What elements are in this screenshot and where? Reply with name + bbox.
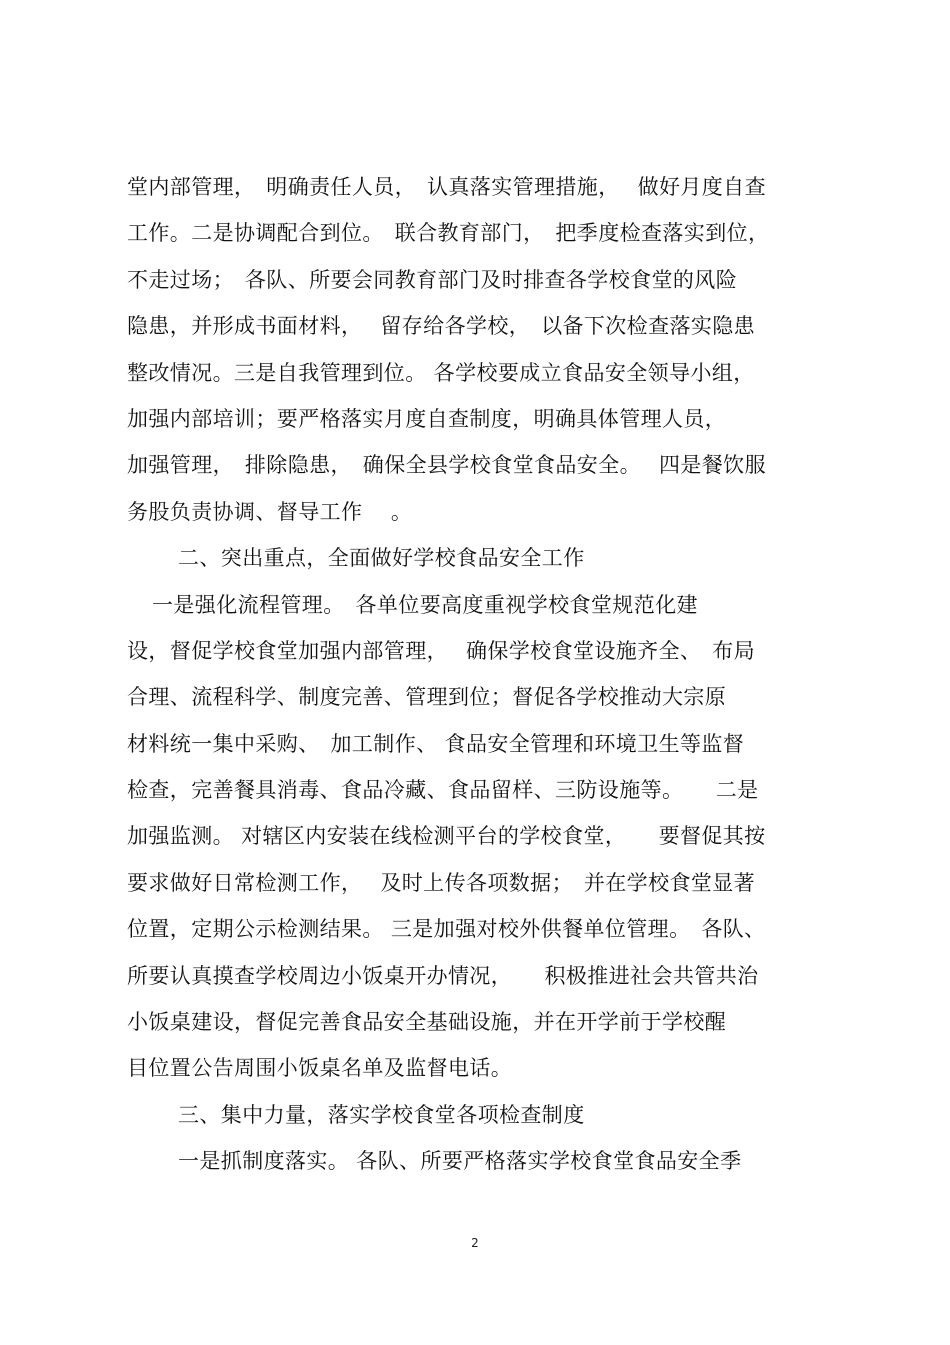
paragraph-line: 整改情况。三是自我管理到位。 各学校要成立食品安全领导小组， [127, 360, 755, 385]
paragraph-line: 材料统一集中采购、 加工制作、 食品安全管理和环境卫生等监督 [127, 731, 745, 756]
paragraph-line: 目位置公告周围小饭桌名单及监督电话。 [127, 1056, 513, 1081]
paragraph-line: 位置，定期公示检测结果。 三是加强对校外供餐单位管理。 各队、 [127, 917, 766, 942]
paragraph-line: 设，督促学校食堂加强内部管理， 确保学校食堂设施齐全、 布局 [127, 638, 756, 663]
paragraph-line: 一是强化流程管理。 各单位要高度重视学校食堂规范化建 [152, 592, 698, 617]
section-heading: 二、突出重点，全面做好学校食品安全工作 [178, 546, 585, 571]
paragraph-line: 所要认真摸查学校周边小饭桌开办情况， 积极推进社会共管共治 [127, 963, 759, 988]
paragraph-line: 不走过场； 各队、所要会同教育部门及时排查各学校食堂的风险 [127, 267, 738, 292]
paragraph-line: 一是抓制度落实。 各队、所要严格落实学校食堂食品安全季 [178, 1149, 742, 1174]
paragraph-line: 小饭桌建设，督促完善食品安全基础设施，并在开学前于学校醒 [127, 1010, 727, 1035]
paragraph-line: 加强内部培训；要严格落实月度自查制度，明确具体管理人员， [127, 406, 727, 431]
paragraph-line: 加强管理， 排除隐患， 确保全县学校食堂食品安全。 四是餐饮服 [127, 453, 766, 478]
paragraph-line: 工作。二是协调配合到位。 联合教育部门， 把季度检查落实到位， [127, 221, 770, 246]
body-text [127, 164, 837, 1185]
section-heading: 三、集中力量，落实学校食堂各项检查制度 [178, 1102, 585, 1127]
paragraph-line: 堂内部管理， 明确责任人员， 认真落实管理措施， 做好月度自查 [127, 175, 766, 199]
page-number: 2 [471, 1236, 479, 1250]
paragraph-line: 检查，完善餐具消毒、食品冷藏、食品留样、三防设施等。 二是 [127, 778, 759, 803]
paragraph-line: 要求做好日常检测工作， 及时上传各项数据； 并在学校食堂显著 [127, 870, 756, 895]
paragraph-line: 隐患，并形成书面材料， 留存给各学校， 以备下次检查落实隐患 [127, 314, 756, 339]
paragraph-line: 合理、流程科学、制度完善、管理到位；督促各学校推动大宗原 [127, 685, 727, 710]
paragraph-line: 加强监测。 对辖区内安装在线检测平台的学校食堂， 要督促其按 [127, 824, 766, 849]
paragraph-line: 务股负责协调、督导工作 。 [127, 499, 413, 524]
